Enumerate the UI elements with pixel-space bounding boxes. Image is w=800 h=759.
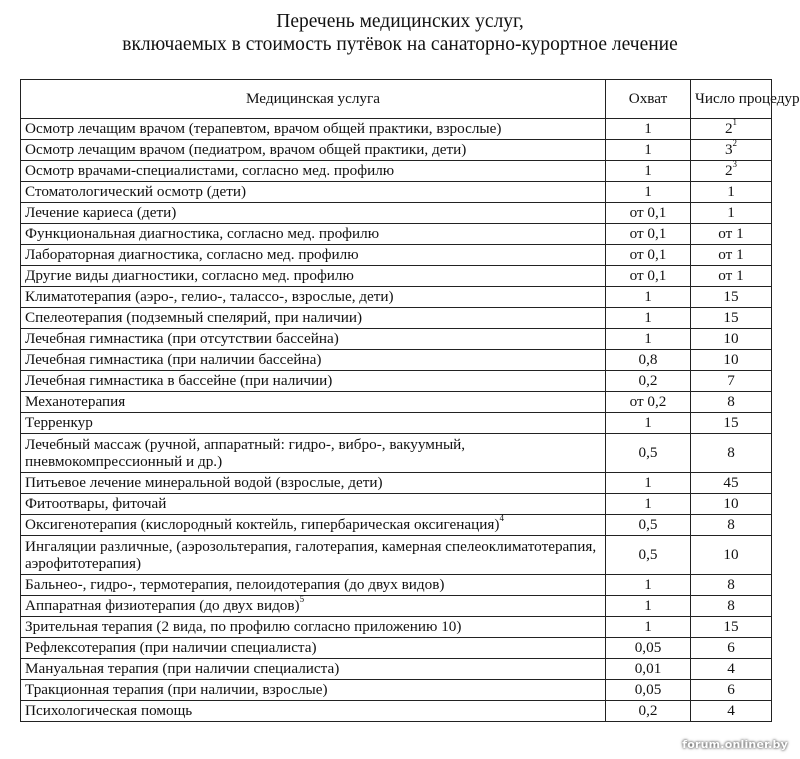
- service-cell: [21, 659, 606, 680]
- header-row: [21, 80, 772, 119]
- count-cell: [691, 119, 772, 140]
- count-value: 4: [727, 659, 735, 677]
- service-name: Психологическая помощь: [25, 701, 193, 719]
- count-value: 2: [724, 119, 733, 137]
- service-name: Тракционная терапия (при наличии, взрослые): [25, 680, 328, 698]
- footnote-marker: 3: [732, 159, 738, 170]
- coverage-cell: 1: [606, 287, 691, 308]
- table-row: [21, 203, 772, 224]
- count-cell: [691, 659, 772, 680]
- table-row: [21, 473, 772, 494]
- coverage-cell: 0,5: [606, 434, 691, 473]
- count-cell: [691, 515, 772, 536]
- table-row: [21, 245, 772, 266]
- service-name: Осмотр лечащим врачом (терапевтом, врачом общей практики, взрослые): [25, 119, 502, 137]
- service-name: Функциональная диагностика, согласно мед. профилю: [25, 224, 380, 242]
- coverage-cell: 0,8: [606, 350, 691, 371]
- service-cell: [21, 575, 606, 596]
- service-name: Бальнео-, гидро-, термотерапия, пелоидотерапия (до двух видов): [25, 575, 445, 593]
- title-line-2: включаемых в стоимость путёвок на санаторно-курортное лечение: [122, 34, 678, 55]
- service-name: Климатотерапия (аэро-, гелио-, талассо-, взрослые, дети): [25, 287, 394, 305]
- service-name: Терренкур: [25, 413, 93, 431]
- count-cell: [691, 140, 772, 161]
- count-value: 6: [727, 680, 735, 698]
- count-cell: [691, 203, 772, 224]
- table-row: [21, 266, 772, 287]
- coverage-cell: 1: [606, 308, 691, 329]
- coverage-cell: от 0,1: [606, 203, 691, 224]
- count-cell: [691, 371, 772, 392]
- table-row: [21, 638, 772, 659]
- service-name: Лечебная гимнастика (при отсутствии бассейна): [25, 329, 339, 347]
- service-cell: [21, 617, 606, 638]
- count-cell: [691, 413, 772, 434]
- count-cell: [691, 329, 772, 350]
- coverage-cell: 1: [606, 617, 691, 638]
- service-cell: [21, 140, 606, 161]
- table-row: [21, 434, 772, 473]
- service-cell: [21, 701, 606, 722]
- table-row: [21, 515, 772, 536]
- count-value: 15: [723, 413, 739, 431]
- footnote-marker: 5: [299, 594, 305, 605]
- count-value: от 1: [718, 224, 744, 242]
- table-body: [21, 119, 772, 722]
- service-cell: [21, 161, 606, 182]
- count-value: 1: [727, 182, 735, 200]
- count-cell: [691, 350, 772, 371]
- count-value: 10: [723, 545, 739, 563]
- table-row: [21, 224, 772, 245]
- service-cell: [21, 287, 606, 308]
- service-cell: [21, 371, 606, 392]
- count-value: 8: [727, 596, 735, 614]
- header-count: Число процедур: [691, 80, 772, 119]
- table-row: [21, 350, 772, 371]
- service-cell: [21, 308, 606, 329]
- count-value: 8: [727, 392, 735, 410]
- table-row: [21, 617, 772, 638]
- table-row: [21, 140, 772, 161]
- count-value: 1: [727, 203, 735, 221]
- count-cell: [691, 494, 772, 515]
- service-name: Осмотр лечащим врачом (педиатром, врачом общей практики, дети): [25, 140, 467, 158]
- count-value: 10: [723, 350, 739, 368]
- service-name: Аппаратная физиотерапия (до двух видов): [25, 596, 300, 614]
- coverage-cell: 1: [606, 413, 691, 434]
- document-title: [0, 10, 800, 56]
- coverage-cell: 0,05: [606, 638, 691, 659]
- service-name: Стоматологический осмотр (дети): [25, 182, 247, 200]
- table-row: [21, 413, 772, 434]
- service-name: Ингаляции различные, (аэрозольтерапия, галотерапия, камерная спелеоклиматотерапия, аэрофитотерапия): [25, 537, 597, 572]
- count-cell: [691, 224, 772, 245]
- services-table: [20, 79, 800, 722]
- count-cell: [691, 536, 772, 575]
- service-name: Осмотр врачами-специалистами, согласно мед. профилю: [25, 161, 395, 179]
- service-cell: [21, 245, 606, 266]
- service-cell: [21, 596, 606, 617]
- service-cell: [21, 224, 606, 245]
- count-cell: [691, 392, 772, 413]
- table-row: [21, 308, 772, 329]
- count-cell: [691, 596, 772, 617]
- table-row: [21, 371, 772, 392]
- service-cell: [21, 638, 606, 659]
- table-row: [21, 575, 772, 596]
- table-row: [21, 329, 772, 350]
- count-cell: [691, 245, 772, 266]
- coverage-cell: 1: [606, 596, 691, 617]
- table-row: [21, 119, 772, 140]
- count-cell: [691, 434, 772, 473]
- coverage-cell: от 0,1: [606, 224, 691, 245]
- count-value: 15: [723, 617, 739, 635]
- service-cell: [21, 392, 606, 413]
- count-cell: [691, 266, 772, 287]
- service-name: Спелеотерапия (подземный спелярий, при наличии): [25, 308, 363, 326]
- header-service: Медицинская услуга: [21, 80, 606, 119]
- coverage-cell: 1: [606, 182, 691, 203]
- count-value: 2: [724, 161, 733, 179]
- service-name: Лабораторная диагностика, согласно мед. профилю: [25, 245, 359, 263]
- coverage-cell: 1: [606, 119, 691, 140]
- count-value: от 1: [718, 266, 744, 284]
- service-cell: [21, 473, 606, 494]
- table-header: [21, 80, 800, 119]
- service-cell: [21, 182, 606, 203]
- service-cell: [21, 413, 606, 434]
- service-name: Зрительная терапия (2 вида, по профилю согласно приложению 10): [25, 617, 462, 635]
- table-row: [21, 287, 772, 308]
- service-name: Питьевое лечение минеральной водой (взрослые, дети): [25, 473, 383, 491]
- service-name: Другие виды диагностики, согласно мед. профилю: [25, 266, 354, 284]
- header-coverage: Охват: [606, 80, 691, 119]
- coverage-cell: 1: [606, 473, 691, 494]
- service-cell: [21, 350, 606, 371]
- service-cell: [21, 203, 606, 224]
- count-cell: [691, 701, 772, 722]
- count-cell: [691, 680, 772, 701]
- service-name: Лечебная гимнастика (при наличии бассейна): [25, 350, 322, 368]
- coverage-cell: от 0,2: [606, 392, 691, 413]
- service-cell: [21, 680, 606, 701]
- count-value: 3: [724, 140, 733, 158]
- service-cell: [21, 515, 606, 536]
- table-row: [21, 161, 772, 182]
- coverage-cell: от 0,1: [606, 266, 691, 287]
- table-row: [21, 494, 772, 515]
- coverage-cell: 0,05: [606, 680, 691, 701]
- count-cell: [691, 638, 772, 659]
- count-cell: [691, 161, 772, 182]
- coverage-cell: 1: [606, 140, 691, 161]
- service-name: Лечебный массаж (ручной, аппаратный: гидро-, вибро-, вакуумный, пневмокомпрессионный и др.): [25, 435, 466, 470]
- count-cell: [691, 308, 772, 329]
- count-value: 8: [727, 443, 735, 461]
- count-value: 15: [723, 308, 739, 326]
- footnote-marker: 2: [732, 138, 738, 149]
- service-cell: [21, 119, 606, 140]
- count-cell: [691, 287, 772, 308]
- count-cell: [691, 182, 772, 203]
- table-row: [21, 659, 772, 680]
- service-name: Лечебная гимнастика в бассейне (при наличии): [25, 371, 333, 389]
- service-cell: [21, 266, 606, 287]
- count-value: от 1: [718, 245, 744, 263]
- service-name: Рефлексотерапия (при наличии специалиста): [25, 638, 317, 656]
- count-value: 10: [723, 329, 739, 347]
- service-cell: [21, 494, 606, 515]
- count-cell: [691, 473, 772, 494]
- footnote-marker: 1: [732, 117, 738, 128]
- count-cell: [691, 575, 772, 596]
- count-value: 8: [727, 515, 735, 533]
- service-name: Фитоотвары, фиточай: [25, 494, 167, 512]
- table-row: [21, 596, 772, 617]
- coverage-cell: 1: [606, 494, 691, 515]
- coverage-cell: 0,5: [606, 515, 691, 536]
- coverage-cell: 1: [606, 161, 691, 182]
- table-row: [21, 536, 772, 575]
- table-row: [21, 182, 772, 203]
- count-cell: [691, 617, 772, 638]
- count-value: 10: [723, 494, 739, 512]
- count-value: 4: [727, 701, 735, 719]
- coverage-cell: 1: [606, 575, 691, 596]
- table-row: [21, 701, 772, 722]
- coverage-cell: 0,2: [606, 701, 691, 722]
- count-value: 15: [723, 287, 739, 305]
- coverage-cell: от 0,1: [606, 245, 691, 266]
- count-value: 8: [727, 575, 735, 593]
- service-name: Оксигенотерапия (кислородный коктейль, гипербарическая оксигенация): [25, 515, 500, 533]
- count-value: 6: [727, 638, 735, 656]
- table-row: [21, 680, 772, 701]
- service-cell: [21, 329, 606, 350]
- title-line-1: Перечень медицинских услуг,: [276, 11, 524, 32]
- coverage-cell: 0,2: [606, 371, 691, 392]
- coverage-cell: 0,5: [606, 536, 691, 575]
- service-name: Механотерапия: [25, 392, 126, 410]
- watermark: forum.onliner.by: [682, 738, 788, 751]
- service-name: Мануальная терапия (при наличии специалиста): [25, 659, 340, 677]
- service-cell: [21, 536, 606, 575]
- footnote-marker: 4: [499, 513, 504, 524]
- table-row: [21, 392, 772, 413]
- coverage-cell: 0,01: [606, 659, 691, 680]
- count-value: 7: [727, 371, 735, 389]
- count-value: 45: [723, 473, 739, 491]
- coverage-cell: 1: [606, 329, 691, 350]
- service-cell: [21, 434, 606, 473]
- service-name: Лечение кариеса (дети): [25, 203, 177, 221]
